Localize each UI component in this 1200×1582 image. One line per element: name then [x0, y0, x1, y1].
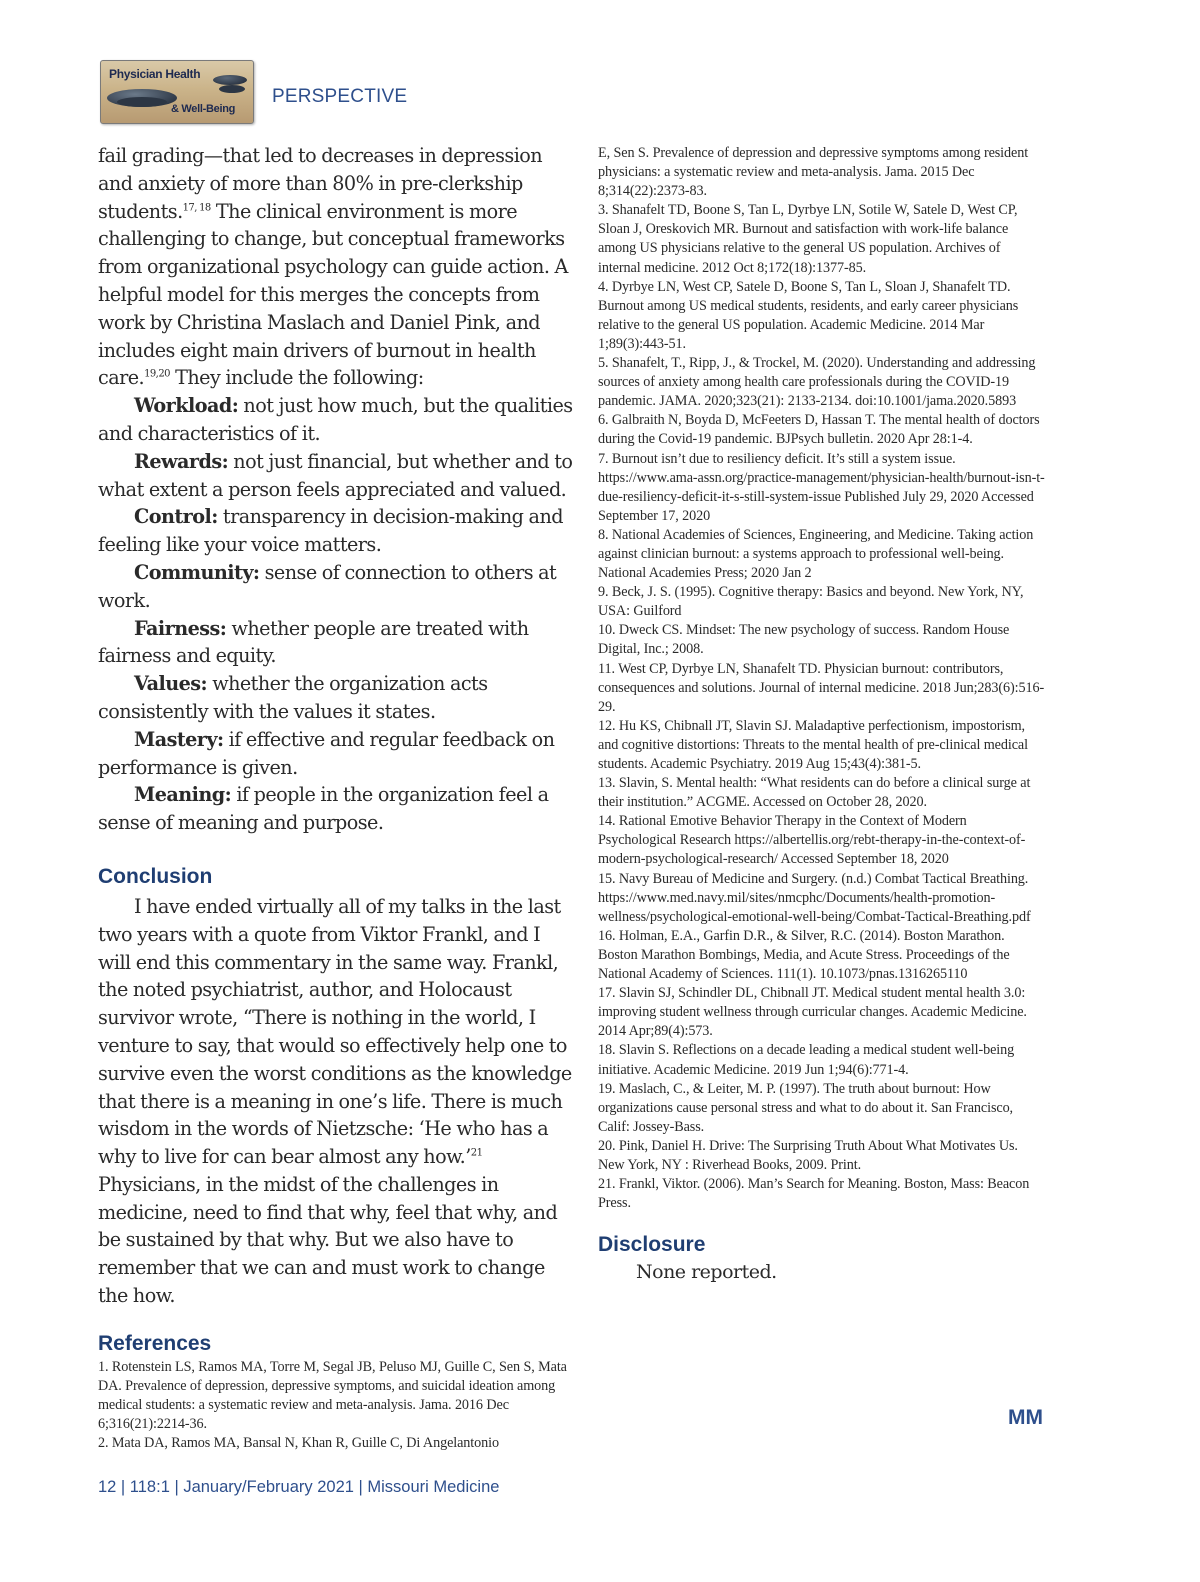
- reference-item: 13. Slavin, S. Mental health: “What residents can do before a clinical surge at their institution.” ACGME. Accessed on October 28, 2020.: [598, 775, 1031, 811]
- burnout-driver: [98, 448, 576, 504]
- driver-description: sense of connection to others at work.: [98, 560, 557, 612]
- driver-term: Values:: [134, 672, 208, 696]
- reference-item: 16. Holman, E.A., Garfin D.R., & Silver, R.C. (2014). Boston Marathon. Boston Marathon Bombings, Media, and Acute Stress. Proceedings of the National Academy of Sciences. 111(1). 10.1073/pnas.1316265110: [598, 927, 1010, 983]
- reference-item: 15. Navy Bureau of Medicine and Surgery. (n.d.) Combat Tactical Breathing. https://www.med.navy.mil/sites/nmcphc/Documents/health-promotion-wellness/psychological-emotional-well-being/Combat-Tactical-Breathing.pdf: [598, 870, 1031, 925]
- end-mark: MM: [1008, 1406, 1043, 1429]
- burnout-driver: [98, 726, 576, 782]
- driver-term: Rewards:: [134, 449, 229, 473]
- disclosure-text: None reported.: [636, 1261, 777, 1284]
- reference-item: 11. West CP, Dyrbye LN, Shanafelt TD. Physician burnout: contributors, consequences and solutions. Journal of internal medicine. 2018 Jun;283(6):516-29.: [598, 660, 1045, 715]
- driver-term: Control:: [134, 505, 218, 529]
- reference-item: 18. Slavin S. Reflections on a decade leading a medical student well-being initiative. Academic Medicine. 2019 Jun 1;94(6):771-4.: [598, 1042, 1015, 1078]
- logo-stone-graphic: [213, 75, 247, 85]
- reference-item: 20. Pink, Daniel H. Drive: The Surprising Truth About What Motivates Us. New York, NY : Riverhead Books, 2009. Print.: [598, 1137, 1018, 1173]
- logo-stone-graphic: [219, 85, 245, 93]
- driver-description: transparency in decision-making and feeling like your voice matters.: [98, 505, 563, 557]
- reference-item: 7. Burnout isn’t due to resiliency deficit. It’s still a system issue. https://www.ama-assn.org/practice-management/physician-health/burnout-isn-t-due-resiliency-deficit-it-s-still-system-issue Published July 29, 2020 Accessed September 17, 2020: [598, 450, 1045, 524]
- driver-term: Meaning:: [134, 783, 232, 807]
- reference-item: 6. Galbraith N, Boyda D, McFeeters D, Hassan T. The mental health of doctors during the Covid-19 pandemic. BJPsych bulletin. 2020 Apr 28:1-4.: [598, 412, 1040, 448]
- burnout-driver: [98, 392, 576, 448]
- driver-term: Workload:: [134, 394, 239, 418]
- burnout-driver: [98, 615, 576, 671]
- driver-description: not just how much, but the qualities and characteristics of it.: [98, 394, 573, 445]
- reference-item: 4. Dyrbye LN, West CP, Satele D, Boone S, Tan L, Sloan J, Shanafelt TD. Burnout among US medical students, residents, and early career physicians relative to the general US population. Academic Medicine. 2014 Mar 1;89(3):443-51.: [598, 278, 1019, 352]
- driver-description: whether people are treated with fairness and equity.: [98, 616, 529, 668]
- page-footer: 12 | 118:1 | January/February 2021 | Missouri Medicine: [98, 1478, 500, 1496]
- disclosure-heading: Disclosure: [598, 1233, 706, 1257]
- driver-description: not just financial, but whether and to what extent a person feels appreciated and valued.: [98, 449, 573, 501]
- reference-item: 12. Hu KS, Chibnall JT, Slavin SJ. Maladaptive perfectionism, impostorism, and cognitive distortions: Threats to the mental health of pre-clinical medical students. Academic Psychiatry. 2019 Aug 15;43(4):381-5.: [598, 717, 1028, 772]
- left-column: [98, 142, 576, 1453]
- logo-subtitle: & Well-Being: [171, 103, 236, 115]
- physician-health-logo: [100, 60, 254, 124]
- conclusion-heading: Conclusion: [98, 864, 213, 888]
- reference-item: 17. Slavin SJ, Schindler DL, Chibnall JT. Medical student mental health 3.0: improving student wellness through curricular changes. Academic Medicine. 2014 Apr;89(4):573.: [598, 985, 1027, 1040]
- driver-description: if people in the organization feel a sense of meaning and purpose.: [98, 783, 549, 835]
- driver-term: Fairness:: [134, 616, 227, 640]
- references-list-right: [598, 144, 1046, 1213]
- burnout-driver: [98, 670, 576, 726]
- logo-title: Physician Health: [109, 67, 201, 81]
- burnout-driver: [98, 781, 576, 837]
- reference-item: 14. Rational Emotive Behavior Therapy in the Context of Modern Psychological Research https://albertellis.org/rebt-therapy-in-the-context-of-modern-psychological-research/ Accessed September 18, 2020: [598, 813, 1026, 868]
- reference-item: 5. Shanafelt, T., Ripp, J., & Trockel, M. (2020). Understanding and addressing sources of anxiety among health care professionals during the COVID-19 pandemic. JAMA. 2020;323(21): 2133-2134. doi:10.1001/jama.2020.5893: [598, 355, 1036, 410]
- references-heading: References: [98, 1331, 212, 1355]
- burnout-driver: [98, 503, 576, 559]
- section-label: PERSPECTIVE: [272, 86, 408, 107]
- reference-item: 19. Maslach, C., & Leiter, M. P. (1997). The truth about burnout: How organizations cause personal stress and what to do about it. San Francisco, Calif: Jossey-Bass.: [598, 1080, 1014, 1135]
- driver-description: whether the organization acts consistently with the values it states.: [98, 672, 488, 723]
- driver-description: if effective and regular feedback on performance is given.: [98, 727, 555, 779]
- reference-item: 10. Dweck CS. Mindset: The new psychology of success. Random House Digital, Inc.; 2008.: [598, 622, 1010, 658]
- reference-item: 8. National Academies of Sciences, Engineering, and Medicine. Taking action against clinician burnout: a systems approach to professional well-being. National Academies Press; 2020 Jan 2: [598, 526, 1034, 582]
- conclusion-paragraph: I have ended virtually all of my talks in the last two years with a quote from Viktor Frankl, and I will end this commentary in the same way. Frankl, the noted psychiatrist, author, and Holocaust survivor wrote, “There is nothing in the world, I venture to say, that would so effectively help one to survive even the worst conditions as the knowledge that there is a meaning in one’s life. There is much wisdom in the words of Nietzsche: ‘He who has a why to live for can bear almost any how.’$^{21}$ Physicians, in the midst of the challenges in medicine, need to find that why, feel that why, and be sustained by that why. But we also have to remember that we can and must work to change the how.: [98, 894, 572, 1308]
- reference-item: 1. Rotenstein LS, Ramos MA, Torre M, Segal JB, Peluso MJ, Guille C, Sen S, Mata DA. Prevalence of depression, depressive symptoms, and suicidal ideation among medical students: a systematic review and meta-analysis. Jama. 2016 Dec 6;316(21):2214-36.: [98, 1358, 567, 1433]
- burnout-drivers-list: [98, 392, 576, 837]
- reference-item: 21. Frankl, Viktor. (2006). Man’s Search for Meaning. Boston, Mass: Beacon Press.: [598, 1176, 1030, 1212]
- burnout-driver: [98, 559, 576, 615]
- intro-paragraph: fail grading—that led to decreases in depression and anxiety of more than 80% in pre-clerkship students.$^{17, 18}$ The clinical environment is more challenging to change, but conceptual frameworks from organizational psychology can guide action. A helpful model for this merges the concepts from work by Christina Maslach and Daniel Pink, and includes eight main drivers of burnout in health care.$^{19,20}$ They include the following:: [98, 144, 568, 390]
- reference-item: 2. Mata DA, Ramos MA, Bansal N, Khan R, Guille C, Di Angelantonio: [98, 1435, 499, 1452]
- driver-term: Community:: [134, 560, 260, 584]
- reference-item: 3. Shanafelt TD, Boone S, Tan L, Dyrbye LN, Sotile W, Satele D, West CP, Sloan J, Oreskovich MR. Burnout and satisfaction with work-life balance among US physicians relative to the general US population. Archives of internal medicine. 2012 Oct 8;172(18):1377-85.: [598, 202, 1018, 276]
- driver-term: Mastery:: [134, 727, 224, 751]
- logo-stone-graphic: [117, 97, 167, 107]
- reference-item: E, Sen S. Prevalence of depression and depressive symptoms among resident physicians: a systematic review and meta-analysis. Jama. 2015 Dec 8;314(22):2373-83.: [598, 145, 1029, 200]
- references-list-left: [98, 1358, 576, 1453]
- reference-item: 9. Beck, J. S. (1995). Cognitive therapy: Basics and beyond. New York, NY, USA: Guilford: [598, 584, 1024, 620]
- right-column: [598, 144, 1046, 1285]
